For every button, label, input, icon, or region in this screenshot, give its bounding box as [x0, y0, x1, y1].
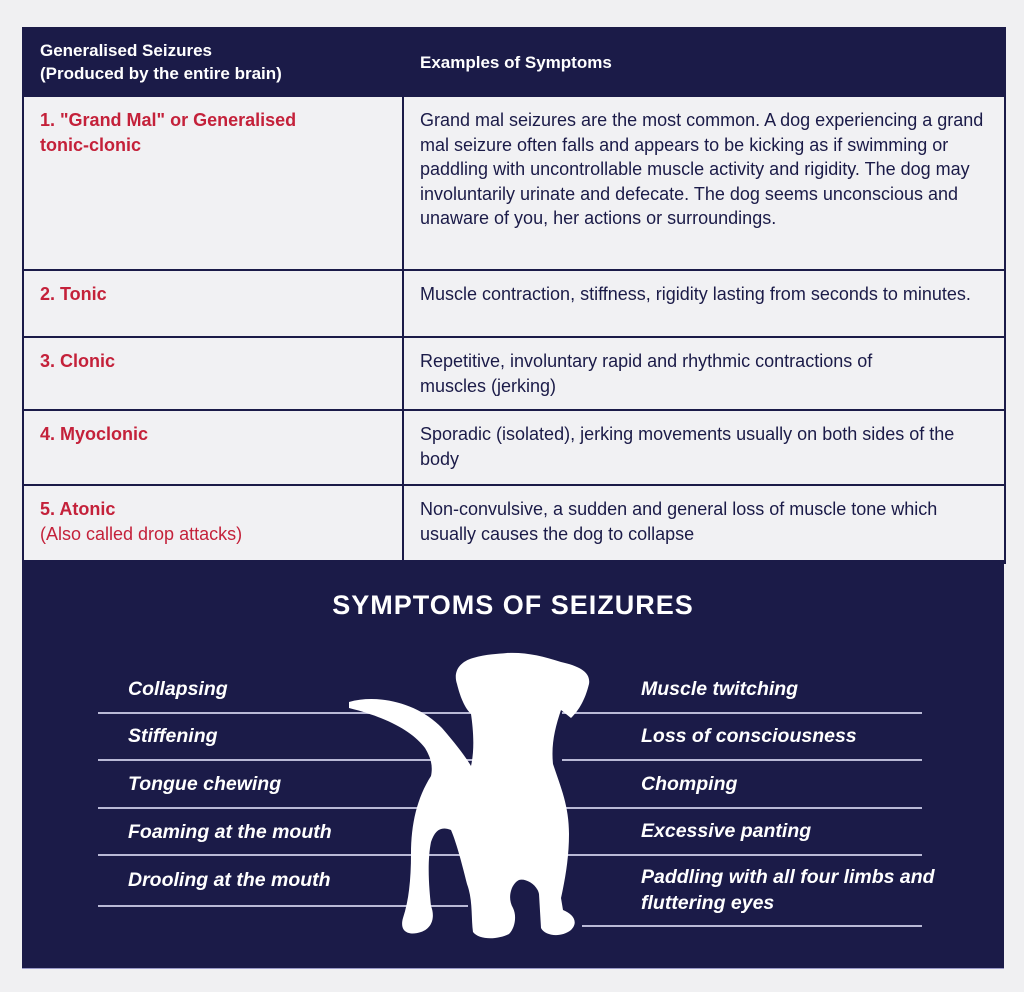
seizure-type-name: 3. Clonic [40, 351, 116, 371]
seizure-type-cell [23, 96, 403, 270]
symptom-right: Paddling with all four limbs and fluttering eyes [641, 866, 935, 914]
divider-line [562, 854, 922, 856]
symptom-description: Grand mal seizures are the most common. A dog experiencing a grand mal seizure often falls and appears to be kicking as if swimming or paddling with uncontrollable muscle activity and rigidity. The dog may involuntarily urinate and defecate. The dog seems unconscious and unaware of you, her actions or surroundings. [420, 110, 984, 228]
symptom-description-cell [403, 270, 1005, 337]
seizure-type-cell [23, 410, 403, 485]
header-title: Generalised Seizures [40, 41, 212, 60]
symptom-right: Muscle twitching [641, 678, 799, 700]
symptom-left: Foaming at the mouth [128, 821, 332, 843]
panel-title: SYMPTOMS OF SEIZURES [332, 590, 694, 620]
symptom-description-cell [403, 485, 1005, 563]
symptom-description: Muscle contraction, stiffness, rigidity lasting from seconds to minutes. [420, 284, 971, 304]
header-generalised-seizures [23, 28, 403, 96]
symptom-left: Tongue chewing [128, 773, 282, 795]
header-examples-of-symptoms: Examples of Symptoms [403, 28, 1005, 96]
seizure-type-cell [23, 485, 403, 563]
divider-line [582, 925, 922, 927]
symptom-right: Excessive panting [641, 820, 812, 842]
seizure-type-name: 5. Atonic [40, 499, 116, 519]
symptom-right: Loss of consciousness [641, 725, 857, 747]
seizure-type-name: 1. "Grand Mal" or Generalised tonic-clonic [40, 110, 297, 155]
divider-line [562, 712, 922, 714]
table-row [23, 337, 1005, 410]
table-row [23, 410, 1005, 485]
table-header-row [23, 28, 1005, 96]
symptom-left: Drooling at the mouth [128, 869, 331, 891]
symptom-right: Chomping [641, 773, 738, 795]
symptom-left: Stiffening [128, 725, 218, 747]
header-subtitle: (Produced by the entire brain) [40, 64, 282, 83]
symptom-description-cell [403, 96, 1005, 270]
seizure-type-cell [23, 270, 403, 337]
table-row [23, 270, 1005, 337]
table-row [23, 485, 1005, 563]
symptom-description: Sporadic (isolated), jerking movements usually on both sides of the body [420, 424, 955, 469]
table-row [23, 96, 1005, 270]
symptom-description-cell [403, 410, 1005, 485]
seizure-types-table [22, 27, 1006, 564]
symptom-description: Non-convulsive, a sudden and general loss of muscle tone which usually causes the dog to collapse [420, 499, 938, 544]
symptom-description: Repetitive, involuntary rapid and rhythmic contractions of muscles (jerking) [420, 351, 873, 396]
divider-line [562, 807, 922, 809]
seizure-type-cell [23, 337, 403, 410]
symptom-description-cell [403, 337, 1005, 410]
symptoms-panel [22, 560, 1004, 969]
symptom-left: Collapsing [128, 678, 228, 700]
seizure-types-table-container [22, 27, 1004, 564]
seizure-type-name: 4. Myoclonic [40, 424, 149, 444]
puppy-silhouette-icon [347, 648, 597, 948]
seizure-type-name: 2. Tonic [40, 284, 107, 304]
seizure-type-note: (Also called drop attacks) [40, 523, 243, 544]
divider-line [562, 759, 922, 761]
